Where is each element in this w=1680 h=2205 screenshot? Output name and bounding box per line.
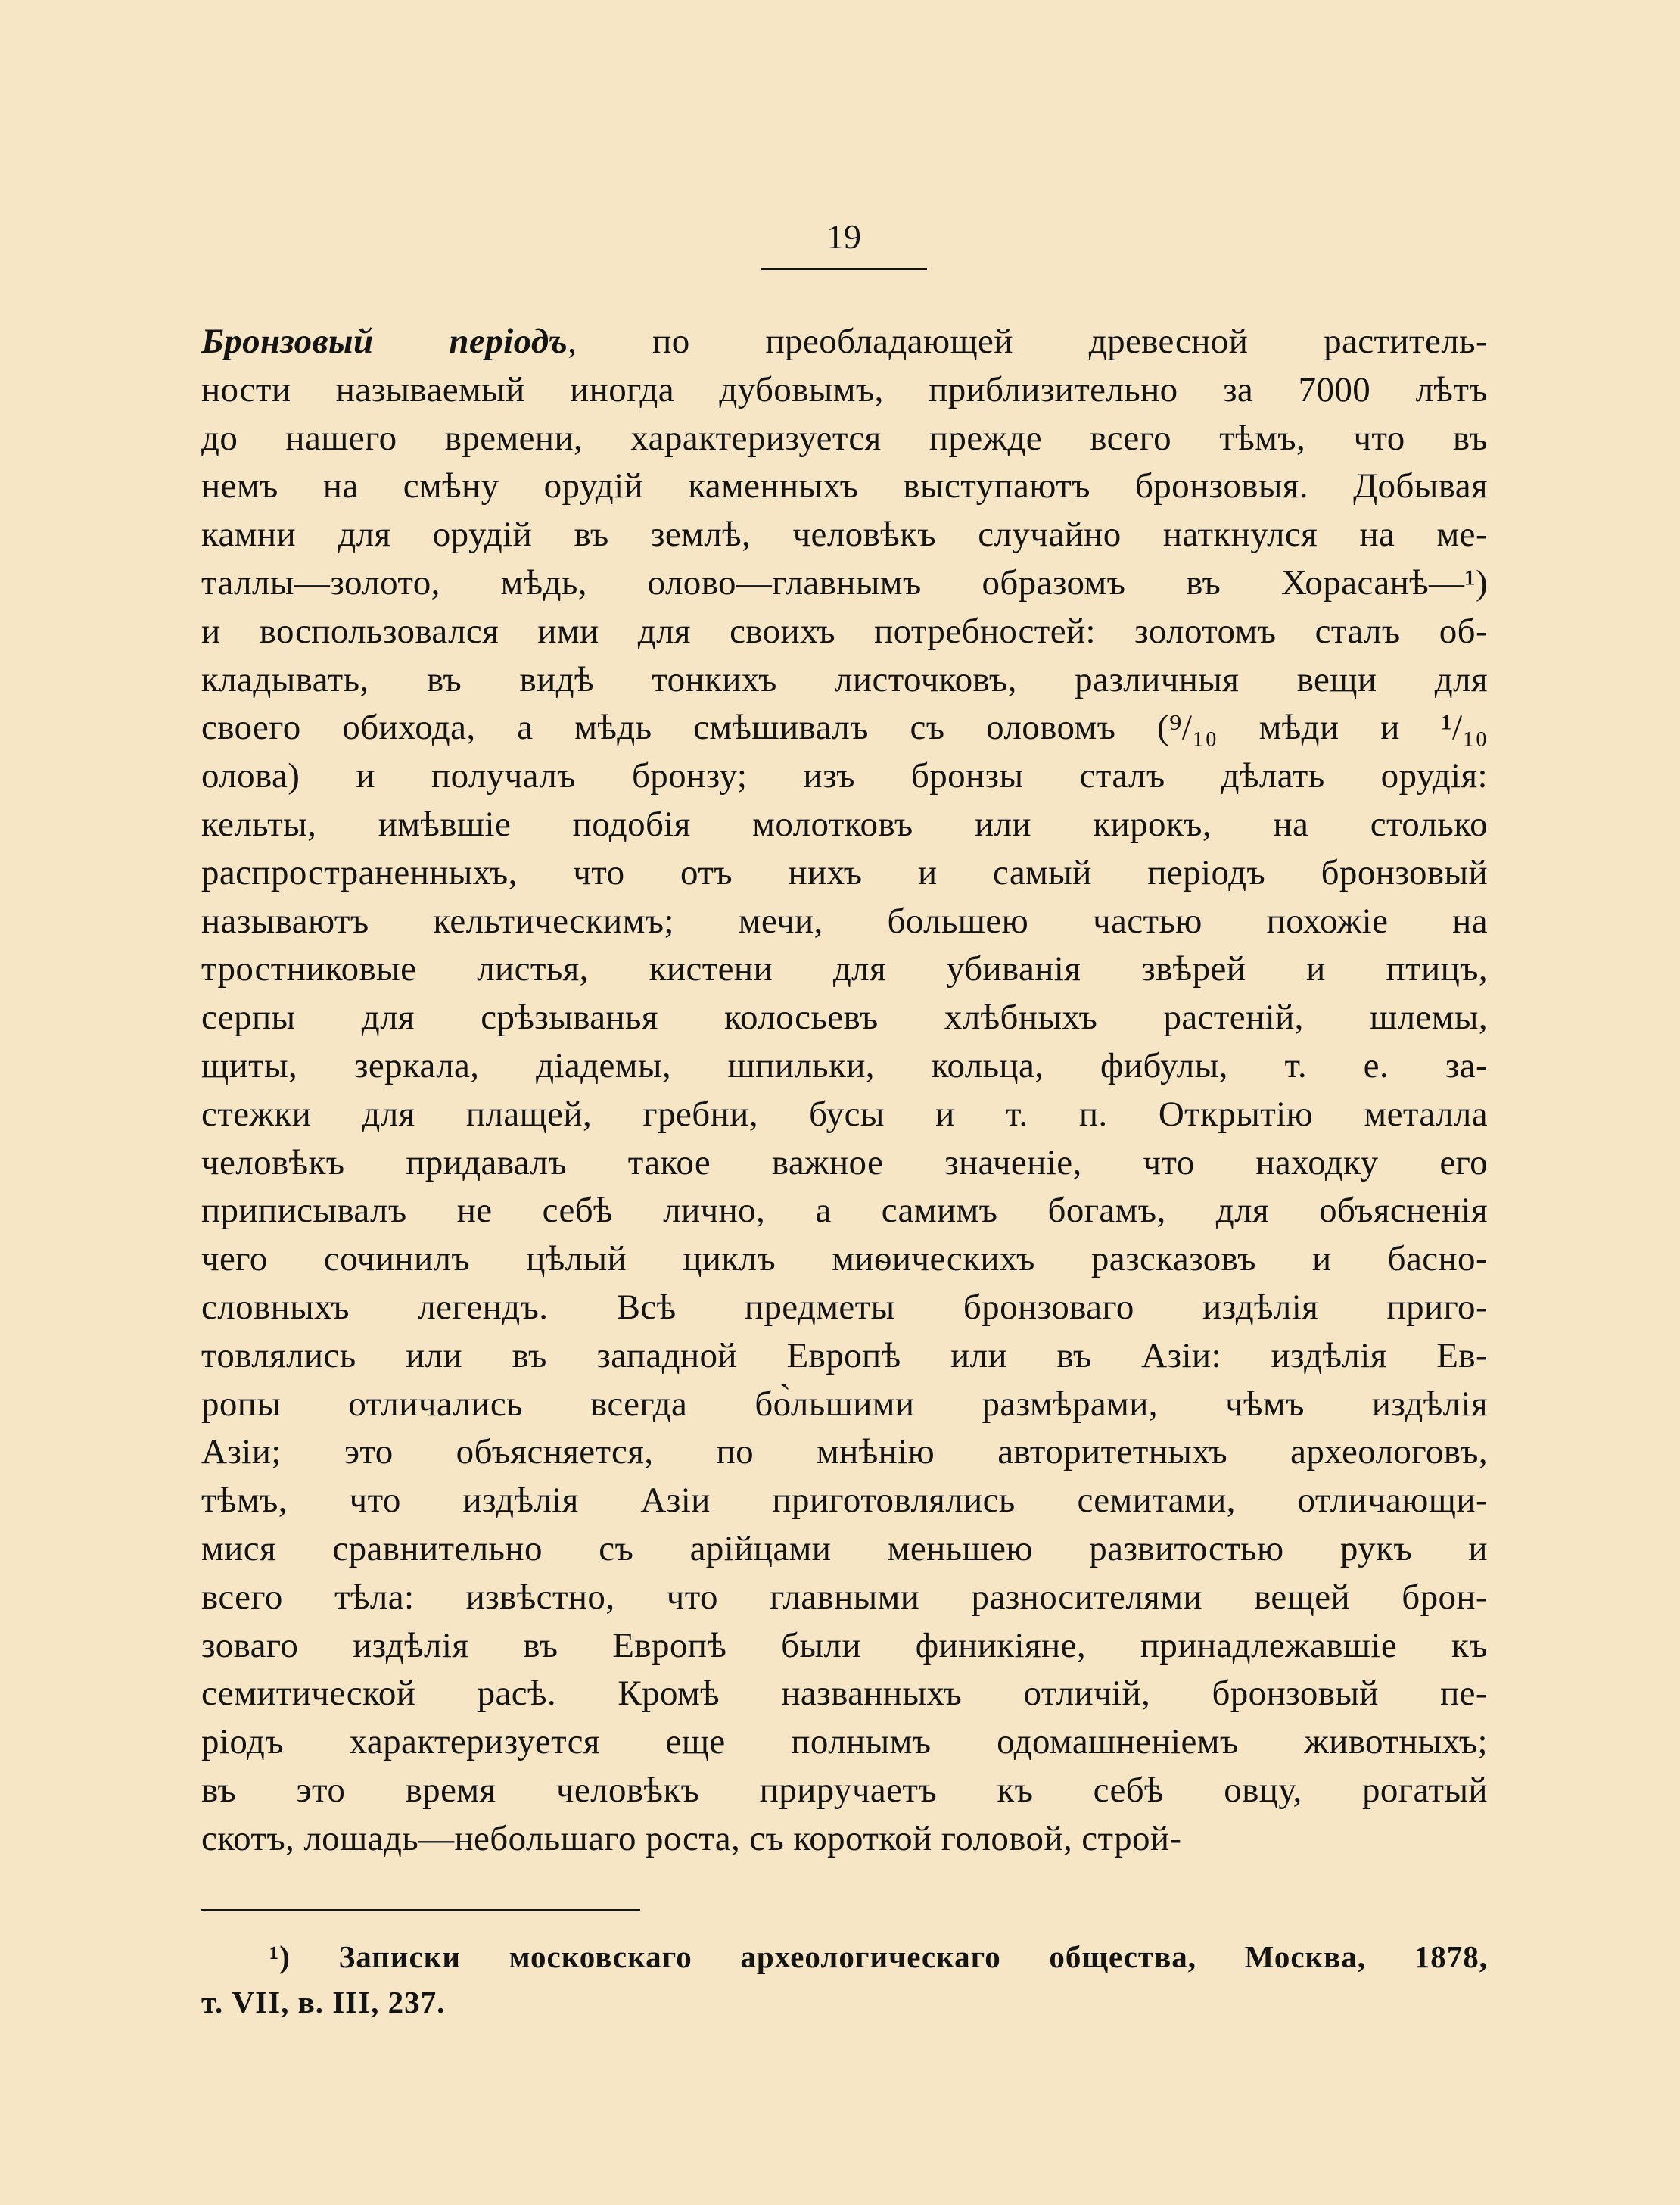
text-line: щиты, зеркала, діадемы, шпильки, кольца, фибулы, т. е. за- (201, 1045, 1488, 1085)
text-line: таллы—золото, мѣдь, олово—главнымъ образомъ въ Хорасанѣ—¹) (201, 562, 1488, 603)
page-number-rule (761, 268, 927, 270)
text-line: товлялись или въ западной Европѣ или въ Азіи: издѣлія Ев- (201, 1335, 1488, 1375)
text-line: всего тѣла: извѣстно, что главными разносителями вещей брон- (201, 1577, 1488, 1617)
text-line: Азіи; это объясняется, по мнѣнію авторитетныхъ археологовъ, (201, 1432, 1488, 1472)
text-line: ности называемый иногда дубовымъ, приблизительно за 7000 лѣтъ (201, 369, 1488, 410)
text-line: семитической расѣ. Кромѣ названныхъ отличій, бронзовый пе- (201, 1674, 1488, 1714)
footnote-line: ¹) Записки московскаго археологическаго общества, Москва, 1878, (269, 1939, 1488, 1974)
text-line: распространенныхъ, что отъ нихъ и самый періодъ бронзовый (201, 852, 1488, 892)
main-text (201, 318, 1488, 1864)
text-line: своего обихода, а мѣдь смѣшивалъ съ оловомъ (⁹/₁₀ мѣди и ¹/₁₀ (201, 708, 1488, 748)
italic-lead: Бронзовый періодъ (201, 322, 568, 361)
footnote-rule (201, 1909, 640, 1911)
text-line: немъ на смѣну орудій каменныхъ выступаютъ бронзовыя. Добывая (201, 466, 1488, 506)
text-line: камни для орудій въ землѣ, человѣкъ случайно наткнулся на ме- (201, 515, 1488, 555)
text-line: въ это время человѣкъ приручаетъ къ себѣ овцу, рогатый (201, 1770, 1488, 1810)
text-line: человѣкъ придавалъ такое важное значеніе, что находку его (201, 1142, 1488, 1182)
text-line: чего сочинилъ цѣлый циклъ миѳическихъ разсказовъ и басно- (201, 1239, 1488, 1279)
text-line: олова) и получалъ бронзу; изъ бронзы сталъ дѣлать орудія: (201, 756, 1488, 796)
text-line: называютъ кельтическимъ; мечи, большею частью похожіе на (201, 901, 1488, 941)
text-line (201, 318, 1488, 366)
footnote-line: т. VII, в. III, 237. (201, 1985, 446, 2020)
text-line: приписывалъ не себѣ лично, а самимъ богамъ, для объясненія (201, 1191, 1488, 1231)
text-line: тѣмъ, что издѣлія Азіи приготовлялись семитами, отличающи- (201, 1481, 1488, 1521)
text-line: стежки для плащей, гребни, бусы и т. п. Открытію металла (201, 1094, 1488, 1134)
text-line: скотъ, лошадь—небольшаго роста, съ короткой головой, строй- (201, 1818, 1182, 1858)
first-line-rest: , по преобладающей древесной раститель- (568, 322, 1488, 361)
text-line: кладывать, въ видѣ тонкихъ листочковъ, различныя вещи для (201, 659, 1488, 699)
text-line: ропы отличались всегда бо̀льшими размѣрами, чѣмъ издѣлія (201, 1384, 1488, 1424)
text-line: зоваго издѣлія въ Европѣ были финикіяне, принадлежавшіе къ (201, 1625, 1488, 1665)
text-line: серпы для срѣзыванья колосьевъ хлѣбныхъ растеній, шлемы, (201, 998, 1488, 1038)
text-line: до нашего времени, характеризуется прежде всего тѣмъ, что въ (201, 418, 1488, 458)
text-line: тростниковые листья, кистени для убиванія звѣрей и птицъ, (201, 949, 1488, 989)
text-line: кельты, имѣвшіе подобія молотковъ или кирокъ, на столько (201, 804, 1488, 844)
text-line: мися сравнительно съ арійцами меньшею развитостью рукъ и (201, 1528, 1488, 1568)
footnotes (201, 1934, 1488, 2025)
text-line: ріодъ характеризуется еще полнымъ одомашненіемъ животныхъ; (201, 1722, 1488, 1762)
text-line: и воспользовался ими для своихъ потребностей: золотомъ сталъ об- (201, 611, 1488, 651)
text-line: словныхъ легендъ. Всѣ предметы бронзоваго издѣлія приго- (201, 1287, 1488, 1327)
page-number: 19 (826, 217, 861, 256)
